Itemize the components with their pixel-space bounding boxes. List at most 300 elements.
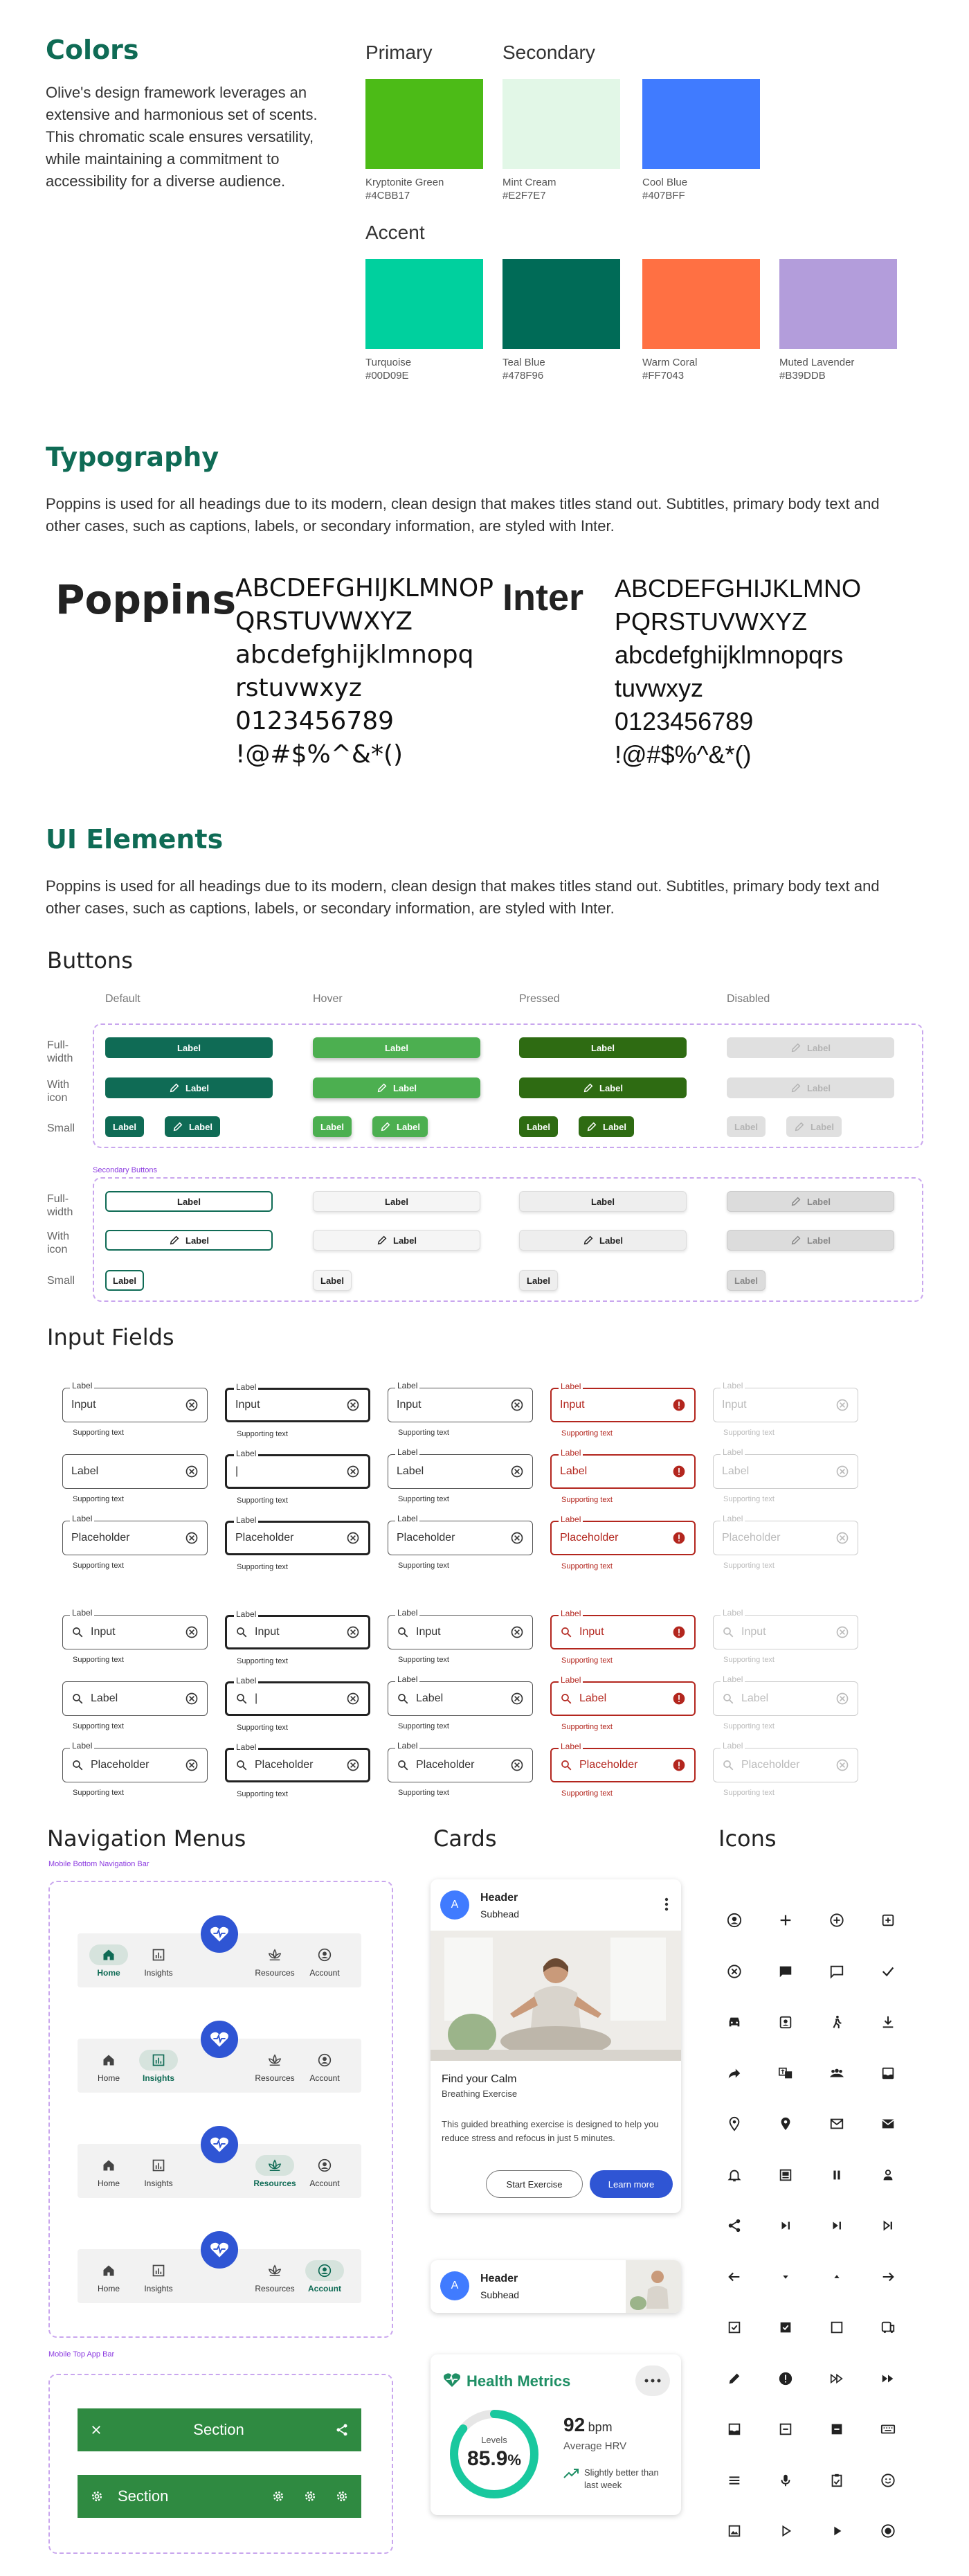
bottom-navigation-bar — [78, 2249, 361, 2303]
pressed-secondary-full-width-button[interactable] — [519, 1191, 687, 1212]
search-icon — [397, 1626, 409, 1638]
swatch-name: Turquoise — [365, 357, 412, 368]
input-label: Label — [559, 1609, 583, 1618]
input-label: Label — [234, 1609, 258, 1619]
button-label: Label — [177, 1196, 201, 1207]
caret-up-icon — [828, 2268, 846, 2286]
button-label: Label — [734, 1121, 758, 1132]
trend-up-icon — [563, 2468, 580, 2483]
text-input-field[interactable] — [62, 1514, 208, 1570]
text-input-field[interactable] — [388, 1381, 533, 1437]
button-label: Label — [393, 1082, 417, 1093]
chat-icon — [777, 1962, 795, 1980]
pressed-small-icon-button[interactable] — [579, 1116, 634, 1137]
font-specimen-poppins: ABCDEFGHIJKLMNOP QRSTUVWXYZ abcdefghijklmnopq rstuvwxyz 0123456789 !@#$%^&*() — [235, 574, 493, 769]
hover-secondary-icon-button[interactable] — [313, 1230, 480, 1251]
error-icon — [672, 1625, 686, 1639]
button-label: Label — [599, 1235, 623, 1246]
input-label: Label — [395, 1514, 419, 1523]
minus-box-filled-icon — [828, 2420, 846, 2438]
cards-title: Cards — [433, 1825, 497, 1852]
nav-indicator — [89, 2260, 128, 2281]
state-hover: Hover — [313, 993, 343, 1005]
gear-icon[interactable] — [335, 2489, 349, 2503]
clear-icon[interactable] — [346, 1465, 360, 1478]
primary-heading: Primary — [365, 42, 433, 63]
pencil-icon — [583, 1082, 594, 1093]
photo-icon — [725, 2522, 743, 2540]
fast-forward-outline-icon — [828, 2370, 846, 2388]
search-input-field[interactable] — [62, 1608, 208, 1664]
nav-item-home[interactable] — [84, 2155, 133, 2188]
bpm-value: 92 — [563, 2414, 586, 2435]
search-input-field[interactable] — [225, 1676, 370, 1732]
swatch-name: Mint Cream — [502, 177, 556, 188]
search-input-field[interactable] — [550, 1609, 696, 1665]
disabled-small-icon-button[interactable] — [786, 1116, 842, 1137]
pressed-secondary-small-button[interactable] — [519, 1270, 558, 1291]
avatar: A — [440, 1890, 469, 1920]
more-vert-icon[interactable] — [664, 1897, 669, 1915]
top-app-bar-2[interactable] — [78, 2475, 361, 2518]
pressed-secondary-icon-button[interactable] — [519, 1230, 687, 1251]
bpm-unit: bpm — [588, 2420, 613, 2434]
more-horiz-button[interactable] — [635, 2365, 670, 2396]
nav-indicator — [139, 2155, 178, 2176]
input-label: Label — [721, 1381, 745, 1390]
input-value: Label — [416, 1692, 444, 1704]
swatch-hex: #478F96 — [502, 370, 544, 382]
avatar: A — [440, 2271, 469, 2300]
disabled-secondary-icon-button[interactable] — [727, 1230, 894, 1251]
supporting-text: Supporting text — [237, 1563, 288, 1571]
input-value: Input — [235, 1399, 260, 1411]
input-value: Label — [560, 1465, 588, 1477]
card-thumbnail — [626, 2260, 681, 2313]
nav-item-home[interactable] — [84, 2050, 133, 2083]
clear-icon[interactable] — [185, 1692, 199, 1706]
bottom-navigation-bar — [78, 1933, 361, 1987]
default-small-button[interactable] — [105, 1116, 144, 1137]
card-subhead: Subhead — [480, 1908, 520, 1920]
disabled-secondary-full-width-button[interactable] — [727, 1191, 894, 1212]
add-circle-icon — [828, 1911, 846, 1929]
swatch-color-box — [365, 79, 483, 169]
text-input-field[interactable] — [550, 1514, 696, 1571]
text-input-field[interactable] — [62, 1454, 208, 1503]
gear-icon[interactable] — [271, 2489, 285, 2503]
clear-icon[interactable] — [510, 1531, 524, 1545]
pressed-full-width-button[interactable] — [519, 1037, 687, 1058]
pencil-icon — [725, 2370, 743, 2388]
clear-icon[interactable] — [510, 1758, 524, 1772]
clear-icon[interactable] — [185, 1531, 199, 1545]
button-label: Label — [113, 1121, 136, 1132]
input-value: Placeholder — [255, 1759, 314, 1771]
input-value: Placeholder — [579, 1759, 638, 1771]
nav-indicator — [89, 2155, 128, 2176]
input-label: Label — [559, 1514, 583, 1524]
pencil-icon — [169, 1082, 180, 1093]
card-title: Find your Calm — [442, 2073, 517, 2085]
input-label: Label — [395, 1608, 419, 1618]
translate-icon — [777, 2064, 795, 2082]
clear-icon[interactable] — [346, 1692, 360, 1706]
search-icon — [722, 1759, 734, 1771]
clear-icon[interactable] — [835, 1625, 849, 1639]
pressed-small-button[interactable] — [519, 1116, 558, 1137]
media-card[interactable] — [431, 1879, 681, 2213]
supporting-text: Supporting text — [723, 1789, 775, 1797]
text-input-field[interactable] — [225, 1382, 370, 1438]
input-value: Input — [397, 1399, 422, 1411]
nav-item-resources[interactable] — [251, 1944, 299, 1978]
button-label: Label — [734, 1275, 758, 1286]
close-icon[interactable] — [90, 2424, 102, 2436]
hover-secondary-full-width-button[interactable] — [313, 1191, 480, 1212]
color-swatch — [502, 79, 620, 202]
default-small-icon-button[interactable] — [165, 1116, 220, 1137]
mail-icon — [879, 2115, 897, 2133]
search-input-field[interactable] — [388, 1741, 533, 1797]
clear-icon[interactable] — [185, 1398, 199, 1412]
card-media-image — [431, 1931, 681, 2061]
clear-icon[interactable] — [346, 1531, 360, 1545]
pause-icon — [828, 2166, 846, 2184]
nav-item-account[interactable] — [300, 2050, 349, 2083]
nav-indicator — [305, 1944, 344, 1965]
mic-icon — [777, 2471, 795, 2489]
error-icon — [672, 1531, 686, 1545]
supporting-text: Supporting text — [561, 1656, 613, 1665]
search-input-field[interactable] — [388, 1674, 533, 1730]
hover-small-button[interactable] — [313, 1116, 352, 1137]
input-label: Label — [559, 1742, 583, 1751]
gear-icon[interactable] — [90, 2489, 104, 2503]
clear-icon[interactable] — [185, 1758, 199, 1772]
hover-icon-button[interactable] — [313, 1077, 480, 1098]
clear-icon[interactable] — [346, 1398, 360, 1412]
search-input-field[interactable] — [550, 1742, 696, 1798]
top-app-bar-title: Section — [193, 2421, 244, 2438]
input-value: Input — [722, 1399, 747, 1411]
heart-fab-button[interactable] — [201, 2126, 238, 2163]
search-input-field[interactable] — [388, 1608, 533, 1664]
input-value: Input — [255, 1626, 280, 1638]
secondary-heading: Secondary — [502, 42, 595, 63]
button-label: Label — [185, 1082, 209, 1093]
input-value: Input — [560, 1399, 585, 1411]
pressed-icon-button[interactable] — [519, 1077, 687, 1098]
person-icon — [879, 2166, 897, 2184]
clear-icon[interactable] — [185, 1625, 199, 1639]
swatch-hex: #E2F7E7 — [502, 190, 546, 202]
account-icon — [318, 1948, 332, 1962]
error-icon — [672, 1465, 686, 1478]
ui-elements-title: UI Elements — [46, 824, 224, 855]
button-label: Label — [393, 1235, 417, 1246]
state-disabled: Disabled — [727, 993, 770, 1005]
heart-fab-button[interactable] — [201, 2231, 238, 2269]
hover-full-width-button[interactable] — [313, 1037, 480, 1058]
share-forward-icon — [725, 2064, 743, 2082]
nav-item-home[interactable] — [84, 1944, 133, 1978]
nav-indicator — [139, 2050, 178, 2070]
clear-icon[interactable] — [510, 1398, 524, 1412]
supporting-text: Supporting text — [398, 1562, 449, 1570]
text-input-field[interactable] — [225, 1449, 370, 1505]
supporting-text: Supporting text — [73, 1656, 124, 1664]
header-card[interactable] — [431, 2260, 681, 2313]
search-input-field[interactable] — [225, 1609, 370, 1665]
nav-item-home[interactable] — [84, 2260, 133, 2293]
search-input-field[interactable] — [550, 1675, 696, 1731]
input-value: Placeholder — [397, 1532, 455, 1544]
resources-icon — [267, 1948, 282, 1962]
clear-icon[interactable] — [346, 1758, 360, 1772]
font-specimen-inter: ABCDEFGHIJKLMNO PQRSTUVWXYZ abcdefghijklmnopqrs tuvwxyz 0123456789 !@#$%^&*() — [615, 574, 862, 769]
supporting-text: Supporting text — [561, 1562, 613, 1571]
button-label: Label — [177, 1042, 201, 1053]
supporting-text: Supporting text — [723, 1656, 775, 1664]
typography-description: Poppins is used for all headings due to its modern, clean design that makes titles stand out. Subtitles, primary body text and other cases, such as captions, labels, or secondary information, are styled with Inter. — [46, 495, 880, 535]
nav-item-label: Home — [97, 2179, 120, 2188]
row-full-width: Full-width — [47, 1039, 73, 1064]
state-pressed: Pressed — [519, 993, 560, 1005]
swatch-hex: #00D09E — [365, 370, 409, 382]
resources-icon — [267, 2053, 282, 2067]
swatch-color-box — [642, 259, 760, 349]
input-label: Label — [234, 1382, 258, 1392]
swatch-hex: #B39DDB — [779, 370, 826, 382]
default-icon-button[interactable] — [105, 1077, 273, 1098]
menu-icon — [725, 2471, 743, 2489]
share-icon[interactable] — [335, 2423, 349, 2437]
nav-item-account[interactable] — [300, 1944, 349, 1978]
nav-item-insights[interactable] — [134, 1944, 183, 1978]
image-box-icon — [777, 2166, 795, 2184]
supporting-text: Supporting text — [723, 1429, 775, 1437]
row-with-icon-secondary: With icon — [47, 1231, 69, 1255]
input-value: Label — [71, 1465, 99, 1477]
clear-icon[interactable] — [510, 1465, 524, 1478]
learn-more-button[interactable]: Learn more — [590, 2170, 673, 2198]
button-label: Label — [810, 1121, 834, 1132]
pencil-icon — [790, 1196, 802, 1207]
play-outline-icon — [777, 2522, 795, 2540]
default-secondary-small-button[interactable] — [105, 1270, 144, 1291]
account-icon — [318, 2053, 332, 2067]
input-label: Label — [70, 1514, 94, 1523]
input-label: Label — [559, 1675, 583, 1685]
default-full-width-button[interactable] — [105, 1037, 273, 1058]
search-icon — [560, 1692, 572, 1705]
supporting-text: Supporting text — [561, 1496, 613, 1504]
nav-item-account[interactable] — [300, 2155, 349, 2188]
input-label: Label — [721, 1741, 745, 1751]
levels-value-wrap — [446, 2447, 543, 2471]
supporting-text: Supporting text — [73, 1722, 124, 1730]
input-value: Label — [722, 1465, 750, 1477]
bottom-nav-caption: Mobile Bottom Navigation Bar — [48, 1860, 150, 1868]
heart-fab-button[interactable] — [201, 1915, 238, 1953]
search-input-field — [713, 1674, 858, 1730]
supporting-text: Supporting text — [398, 1656, 449, 1664]
input-value: Label — [397, 1465, 424, 1477]
start-exercise-button[interactable]: Start Exercise — [486, 2170, 583, 2198]
heart-pulse-icon — [443, 2372, 461, 2391]
search-icon — [71, 1759, 84, 1771]
icons-title: Icons — [718, 1825, 777, 1852]
location-outline-icon — [725, 2115, 743, 2133]
clear-icon[interactable] — [835, 1758, 849, 1772]
insights-icon — [152, 1948, 165, 1962]
card-body: This guided breathing exercise is designed to help you reduce stress and refocus in just 5 minutes. — [442, 2119, 659, 2143]
groups-icon — [828, 2064, 846, 2082]
account-circle-icon — [725, 1911, 743, 1929]
search-icon — [722, 1692, 734, 1705]
text-input-field[interactable] — [388, 1447, 533, 1503]
insights-icon — [152, 2158, 165, 2172]
nav-item-label: Resources — [255, 1968, 295, 1978]
nav-item-insights[interactable] — [134, 2155, 183, 2188]
input-value: Input — [91, 1626, 116, 1638]
clear-icon[interactable] — [835, 1692, 849, 1706]
pencil-icon — [794, 1121, 805, 1132]
heart-fab-button[interactable] — [201, 2021, 238, 2058]
input-value: Input — [741, 1626, 766, 1638]
search-icon — [71, 1692, 84, 1705]
location-icon — [777, 2115, 795, 2133]
download-icon — [879, 2013, 897, 2031]
nav-indicator — [255, 2260, 294, 2281]
default-secondary-full-width-button[interactable] — [105, 1191, 273, 1212]
supporting-text: Supporting text — [723, 1562, 775, 1570]
health-metrics-card[interactable] — [431, 2354, 681, 2515]
button-label: Label — [807, 1235, 831, 1246]
nav-item-insights[interactable] — [134, 2260, 183, 2293]
search-icon — [722, 1626, 734, 1638]
skip-next-alt-icon — [828, 2217, 846, 2235]
text-input-field[interactable] — [550, 1381, 696, 1438]
top-app-bar-1[interactable] — [78, 2408, 361, 2451]
button-label: Label — [397, 1121, 420, 1132]
search-input-field — [713, 1608, 858, 1664]
home-icon — [102, 2053, 116, 2067]
search-icon — [235, 1759, 248, 1771]
disabled-full-width-button[interactable] — [727, 1037, 894, 1058]
clear-icon[interactable] — [835, 1398, 849, 1412]
text-input-field[interactable] — [62, 1381, 208, 1437]
secondary-buttons-caption: Secondary Buttons — [93, 1166, 157, 1174]
clear-icon[interactable] — [510, 1625, 524, 1639]
share-icon — [725, 2217, 743, 2235]
button-label: Label — [591, 1196, 615, 1207]
button-label: Label — [603, 1121, 626, 1132]
color-swatch — [642, 259, 760, 382]
checkbox-outline-icon — [725, 2318, 743, 2336]
input-label: Label — [395, 1674, 419, 1684]
buttons-title: Buttons — [47, 947, 133, 974]
search-input-field[interactable] — [225, 1742, 370, 1798]
clear-icon[interactable] — [835, 1465, 849, 1478]
row-small: Small — [47, 1122, 75, 1134]
colors-title: Colors — [46, 35, 139, 65]
nav-item-label: Resources — [253, 2179, 296, 2188]
input-label: Label — [721, 1608, 745, 1618]
disabled-secondary-small-button[interactable] — [727, 1270, 766, 1291]
swatch-name: Teal Blue — [502, 357, 545, 368]
typography-title: Typography — [46, 442, 219, 472]
supporting-text: Supporting text — [237, 1724, 288, 1732]
home-icon — [102, 1948, 116, 1962]
input-label: Label — [395, 1447, 419, 1457]
play-icon — [828, 2522, 846, 2540]
nav-item-resources[interactable] — [251, 2155, 299, 2188]
text-input-field[interactable] — [550, 1448, 696, 1504]
search-input-field[interactable] — [62, 1681, 208, 1730]
text-input-field[interactable] — [225, 1515, 370, 1571]
input-value: Label — [579, 1692, 607, 1704]
input-value: Placeholder — [416, 1759, 475, 1771]
button-label: Label — [385, 1042, 408, 1053]
nav-item-resources[interactable] — [251, 2050, 299, 2083]
search-icon — [397, 1759, 409, 1771]
nav-item-label: Account — [309, 2073, 340, 2083]
pencil-icon — [583, 1235, 594, 1246]
supporting-text: Supporting text — [723, 1722, 775, 1730]
swatch-hex: #4CBB17 — [365, 190, 410, 202]
font-name-inter: Inter — [502, 577, 584, 618]
nav-indicator — [255, 2050, 294, 2070]
font-name-poppins: Poppins — [55, 576, 237, 623]
swatch-hex: #FF7043 — [642, 370, 685, 382]
input-label: Label — [721, 1674, 745, 1684]
clear-icon[interactable] — [510, 1692, 524, 1706]
top-app-bar-title-2: Section — [118, 2487, 169, 2505]
nav-item-insights[interactable] — [134, 2050, 183, 2083]
nav-indicator — [305, 2155, 344, 2176]
input-value: Label — [741, 1692, 769, 1704]
disabled-small-button[interactable] — [727, 1116, 766, 1137]
clear-icon[interactable] — [835, 1531, 849, 1545]
row-with-icon: With icon — [47, 1079, 69, 1104]
nav-item-resources[interactable] — [251, 2260, 299, 2293]
pencil-icon — [169, 1235, 180, 1246]
supporting-text: Supporting text — [73, 1562, 124, 1570]
account-icon — [318, 2158, 332, 2172]
clear-icon[interactable] — [346, 1625, 360, 1639]
caret-down-icon — [777, 2268, 795, 2286]
pencil-icon — [790, 1235, 802, 1246]
resources-icon — [267, 2158, 282, 2172]
button-label: Label — [807, 1082, 831, 1093]
gear-icon[interactable] — [303, 2489, 317, 2503]
clear-icon[interactable] — [185, 1465, 199, 1478]
default-secondary-icon-button[interactable] — [105, 1230, 273, 1251]
hover-small-icon-button[interactable] — [372, 1116, 428, 1137]
ui-elements-description: Poppins is used for all headings due to its modern, clean design that makes titles stand out. Subtitles, primary body text and other cases, such as captions, labels, or secondary information, are styled with Inter. — [46, 877, 880, 917]
disabled-icon-button[interactable] — [727, 1077, 894, 1098]
nav-item-account[interactable] — [300, 2260, 349, 2293]
nav-item-label: Account — [308, 2284, 341, 2293]
pencil-icon — [790, 1042, 802, 1053]
search-input-field[interactable] — [62, 1741, 208, 1797]
text-input-field[interactable] — [388, 1514, 533, 1570]
nav-item-label: Home — [97, 2284, 120, 2293]
swatch-color-box — [365, 259, 483, 349]
hover-secondary-small-button[interactable] — [313, 1270, 352, 1291]
